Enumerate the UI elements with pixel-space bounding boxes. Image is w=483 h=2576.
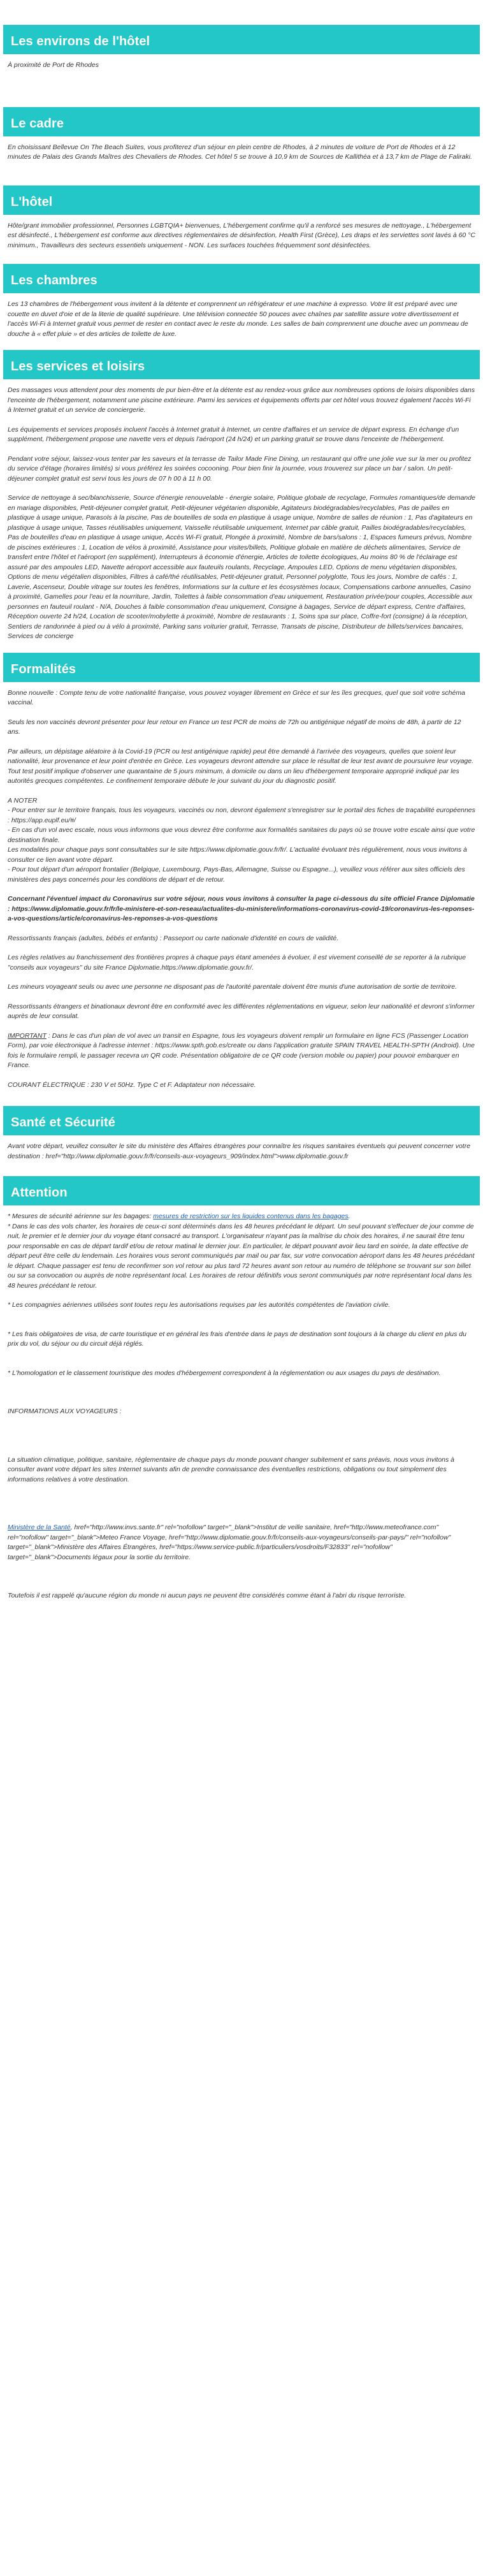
ressortissants-text: Ressortissants français (adultes, bébés et enfants) : Passeport ou carte nationale d'identité en cours de validité. bbox=[8, 934, 339, 942]
section-paragraph: Service de nettoyage à sec/blanchisserie, Source d'énergie renouvelable - énergie solaire, Politique globale de recyclage, Formules romantiques/de demande en mariage disponibles, Petit-déjeuner complet gratuit, Petit-déjeuner végétarien disponible, Agitateurs biodégradables/recyclables, Pas de pailles en plastique à usage unique, Parasols à la piscine, Pas de bouteilles de soda en plastique à usage unique, Nombre de salles de réunion : 1, Pas d'agitateurs en plastique à usage unique, Tasses réutilisables uniquement, Vaisselle réutilisable uniquement, Internet par câble gratuit, Pailles biodégradables/recyclables, Pas de bouteilles d'eau en plastique à usage unique, Accès Wi-Fi gratuit, Plongée à proximité, Nombre de bars/salons : 1, Espaces fumeurs prévus, Nombre de piscines extérieures : 1, Location de vélos à proximité, Assistance pour visites/billets, Politique globale en matière de déchets alimentaires, Service de transfert entre l'hôtel et l'aéroport (en supplément), Interrupteurs à économie d'énergie, Articles de toilette écologiques, Au moins 80 % de l'éclairage est assuré par des ampoules LED, Navette aéroport accessible aux fauteuils roulants, Recyclage, Ampoules LED, Options de menu végétarien disponibles, Options de menu végétalien disponibles, Filtres à café/thé réutilisables, Petit-déjeuner gratuit, Personnel polyglotte, Tous les jours, Nombre de cafés : 1, Laverie, Ascenseur, Double vitrage sur toutes les fenêtres, Informations sur la culture et les écosystèmes locaux, Compensations carbone annuelles, Casino à proximité, Gamelles pour l'eau et la nourriture, Jardin, Toilettes à faible consommation d'eau uniquement, Restauration privée/pour couples, Accessible aux personnes en fauteuil roulant - N/A, Douches à faible consommation d'eau uniquement, Consigne à bagages, Service de départ express, Centre d'affaires, Réception ouverte 24 h/24, Location de scooter/mobylette à proximité, Nombre de restaurants : 1, Soins spa sur place, Coffre-fort (consigne) à la réception, Sentiers de randonnée à pied ou à vélo à proximité, Parking sans voiturier gratuit, Terrasse, Transats de piscine, Distributeur de billets/services bancaires, Services de concierge bbox=[8, 494, 475, 640]
a-noter-line: A NOTER bbox=[8, 796, 38, 804]
section-header bbox=[3, 186, 480, 215]
section-title: Les chambres bbox=[11, 273, 97, 287]
regles-text: Les règles relatives au franchissement des frontières propres à chaque pays étant amenées à évoluer, il est vivement conseillé de se reporter à la rubrique "conseils aux voyageurs" du site France Diplomatie.https://www.diplomatie.gouv.fr/. bbox=[8, 954, 466, 971]
homologation-text: * L'homologation et le classement touristique des modes d'hébergement correspondent à la réglementation ou aux usages du pays de destination. bbox=[8, 1369, 441, 1377]
a-noter-line: - En cas d'un vol avec escale, nous vous informons que vous devrez être conforme aux formalités sanitaires du pays où se trouve votre escale ainsi que votre destination finale. bbox=[8, 826, 475, 844]
section-title: Formalités bbox=[11, 662, 76, 676]
section-paragraph: Des massages vous attendent pour des moments de pur bien-être et la détente est au rendez-vous grâce aux nombreuses options de loisirs disponibles dans l'enceinte de l'hébergement, notamment une piscine extérieure. Parmi les services et équipements offerts par cet hôtel vous trouvez également l'accès Wi-Fi à Internet gratuit et un service de conciergerie. bbox=[8, 386, 475, 414]
a-noter-line: Les modalités pour chaque pays sont consultables sur le site https://www.diplomatie.gouv.fr/fr/. L'actualité évoluant très régulièrement, nous vous invitons à consulter ce lien avant votre départ. bbox=[8, 846, 467, 864]
section-paragraph: Pendant votre séjour, laissez-vous tenter par les saveurs et la terrasse de Tailor Made Fine Dining, un restaurant qui offre une jolie vue sur la mer ou profitez du service d'étage (horaires limités) si vous préférez les soirées cocooning. Pour bien finir la journée, vous trouverez sur place un bar / salon. Un petit-déjeuner complet gratuit est servi tous les jours de 07 h 00 à 11 h 00. bbox=[8, 455, 472, 483]
covid-notice: Concernant l'éventuel impact du Coronavirus sur votre séjour, nous vous invitons à consulter la page ci-dessous du site officiel France Diplomatie : https://www.diplomatie.gouv.fr/fr/le-ministere-et-son-reseau/actualites-du-ministere/informations-coronavirus-covid-19/coronavirus-les-reponses-a-vos-questions/article/coronavirus-les-reponses-a-vos-questions bbox=[8, 895, 475, 922]
formalites-p3: Par ailleurs, un dépistage aléatoire à la Covid-19 (PCR ou test antigénique rapide) peut être demandé à l'arrivée des voyageurs, quelles que soient leur nationalité, leur provenance et leur point d'entrée en Grèce. Les voyageurs devront attendre sur place le résultat de leur test avant de poursuivre leur voyage. Tout test positif implique d'observer une quarantaine de 5 jours minimum, à domicile ou dans un lieu d'hébergement temporaire approprié indiqué par les autorités grecques compétentes. Le confinement temporaire débute le jour suivant du jour du diagnostic positif. bbox=[8, 747, 474, 785]
a-noter-line: - Pour tout départ d'un aéroport frontalier (Belgique, Luxembourg, Pays-Bas, Allemagne, Suisse ou Espagne...), veuillez vous référer aux sites officiels des ministères des pays concernés pour les conditions de départ et de retour. bbox=[8, 866, 465, 884]
links-rest: , href="http://www.invs.sante.fr" rel="nofollow" target="_blank">Institut de veille sanitaire, href="http://www.meteofrance.com" rel="nofollow" target="_blank">Meteo France Voyage, href="http://www.diplomatie.gouv.fr/fr/conseils-aux-voyageurs/conseils-par-pays/" rel="nofollow" target="_blank">Ministère des Affaires Étrangères, href="https://www.service-public.fr/particuliers/vosdroits/F32833" rel="nofollow" target="_blank">Documents légaux pour la sortie du territoire. bbox=[8, 1524, 451, 1561]
frais-text: * Les frais obligatoires de visa, de carte touristique et en général les frais d'entrée dans le pays de destination sont toujours à la charge du client en plus du prix du vol, du séjour ou du circuit déjà réglés. bbox=[8, 1330, 466, 1348]
ministere-sante-link[interactable]: Ministère de la Santé bbox=[8, 1524, 71, 1531]
section-chambres bbox=[0, 260, 483, 339]
etrangers-text: Ressortissants étrangers et binationaux devront être en conformité avec les différentes réglementations en vigueur, selon leur nationalité et devront s'informer auprès de leur consulat. bbox=[8, 1002, 475, 1020]
important-body: : Dans le cas d'un plan de vol avec un transit en Espagne, tous les voyageurs doivent remplir un formulaire en ligne FCS (Passenger Location Form), par voie électronique à l'adresse internet : https://www.spth.gob.es/create ou dans l'application gratuite SPAIN TRAVEL HEALTH-SPTH (Android). Une fois le formulaire rempli, le passager recevra un QR code. Présentation obligatoire de ce QR code (version mobile ou papier) pour pouvoir embarquer en France. bbox=[8, 1031, 475, 1069]
section-header bbox=[3, 25, 480, 54]
section-attention bbox=[0, 1171, 483, 1601]
liquides-link[interactable]: mesures de restriction sur les liquides contenus dans les bagages bbox=[153, 1212, 349, 1220]
formalites-p1: Bonne nouvelle : Compte tenu de votre nationalité française, vous pouvez voyager librement en Grèce et sur les îles grecques, quel que soit votre schéma vaccinal. bbox=[8, 688, 465, 706]
section-cadre bbox=[0, 80, 483, 163]
section-header bbox=[3, 107, 480, 136]
section-title: Attention bbox=[11, 1186, 68, 1200]
section-text: À proximité de Port de Rhodes bbox=[8, 61, 99, 69]
important-label: IMPORTANT bbox=[8, 1031, 47, 1040]
section-text: Avant votre départ, veuillez consulter le site du ministère des Affaires étrangères pour connaître les risques sanitaires éventuels qui peuvent concerner votre destination : href="http://www.diplomatie.gouv.fr/fr/conseils-aux-voyageurs_909/index.html">www.diplomatie.gouv.fr bbox=[8, 1142, 471, 1160]
a-noter-block bbox=[8, 796, 475, 885]
section-text: Les 13 chambres de l'hébergement vous invitent à la détente et comprennent un réfrigérateur et une machine à expresso. Votre lit est préparé avec une couette en duvet d'oie et de la literie de qualité supérieure. Une télévision connectée 50 pouces avec chaînes par satellite assure votre divertissement et l'accès Wi-Fi à Internet gratuit vous permet de rester en contact avec le reste du monde. Les salles de bain comprennent une douche avec un pommeau de douche à « effet pluie » et des articles de toilette de luxe. bbox=[8, 300, 468, 338]
section-title: L'hôtel bbox=[11, 194, 53, 209]
compagnies-text: * Les compagnies aériennes utilisées sont toutes reçu les autorisations requises par les autorités compétentes de l'aviation civile. bbox=[8, 1301, 391, 1309]
section-hotel bbox=[0, 172, 483, 251]
mineurs-text: Les mineurs voyageant seuls ou avec une personne ne disposant pas de l'autorité parentale doivent être munis d'une autorisation de sortie de territoire. bbox=[8, 983, 458, 991]
section-environs bbox=[0, 0, 483, 71]
courant-text: COURANT ÉLECTRIQUE : 230 V et 50Hz. Type C et F. Adaptateur non nécessaire. bbox=[8, 1081, 256, 1089]
section-header bbox=[3, 264, 480, 293]
formalites-p2: Seuls les non vaccinés devront présenter pour leur retour en France un test PCR de moins de 72h ou antigénique négatif de moins de 48h, à partir de 12 ans. bbox=[8, 718, 461, 736]
section-sante bbox=[0, 1100, 483, 1161]
section-paragraph: Les équipements et services proposés incluent l'accès à Internet gratuit à Internet, un centre d'affaires et un service de départ express. En échange d'un supplément, l'hébergement propose une navette vers et depuis l'aéroport (24 h/24) et un parking gratuit se trouve dans l'enceinte de l'hébergement. bbox=[8, 425, 459, 443]
section-header bbox=[3, 1106, 480, 1135]
charter-text: * Dans le cas des vols charter, les horaires de ceux-ci sont déterminés dans les 48 heures précédant le départ. Un seul pouvant s'effectuer de jour comme de nuit, le premier et le dernier jour du voyage étant consacré au transport. L'organisateur n'ayant pas la maîtrise du choix des horaires, il ne saurait être tenu pour responsable en cas de départ tardif et/ou de retour matinal le dernier jour. En particulier, le départ pouvant avoir lieu tard en soirée, la date effective de départ peut être celle du lendemain. Les horaires vous seront communiqués par mail ou par fax, sur votre convocation aéroport dans les 48 heures précédant le départ. Chaque passager est tenu de reconfirmer son vol retour au plus tard 72 heures avant son retour au numéro de téléphone se trouvant sur son billet ou sur sa convocation ou auprès de notre représentant local. Les horaires de retour définitifs vous seront communiqués par notre représentant local dans les 48 heures précédant le retour. bbox=[8, 1222, 475, 1290]
situation-text: La situation climatique, politique, sanitaire, réglementaire de chaque pays du monde pouvant changer subitement et sans préavis, nous vous invitons à consulter avant votre départ les sites Internet suivants afin de prendre connaissance des éventuelles restrictions, obligations ou tout simplement des informations relatives à votre destination. bbox=[8, 1455, 455, 1483]
section-title: Les environs de l'hôtel bbox=[11, 34, 150, 48]
a-noter-line: - Pour entrer sur le territoire français, tous les voyageurs, vaccinés ou non, devront également s'enregistrer sur le portail des fiches de traçabilité européennes : https://app.euplf.eu/#/ bbox=[8, 806, 475, 824]
section-services bbox=[0, 349, 483, 642]
section-title: Les services et loisirs bbox=[11, 360, 145, 374]
section-title: Le cadre bbox=[11, 116, 64, 131]
section-header bbox=[3, 653, 480, 682]
section-text: Hôte/grant immobilier professionnel, Personnes LGBTQIA+ bienvenues, L'hébergement confirme qu'il a renforcé ses mesures de nettoyage., L'hébergement est désinfecté., L'hébergement est conforme aux directives réglementaires de désinfection, Health First (Grèce), Les draps et les serviettes sont lavés à 60 °C minimum., Travailleurs des secteurs essentiels uniquement - NON. Les surfaces touchées fréquemment sont désinfectées. bbox=[8, 221, 475, 249]
section-header bbox=[3, 1176, 480, 1205]
bagages-post: . bbox=[348, 1212, 350, 1220]
section-text: En choisissant Bellevue On The Beach Suites, vous profiterez d'un séjour en plein centre de Rhodes, à 2 minutes de voiture de Port de Rhodes et à 12 minutes de Palais des Grands Maîtres des Chevaliers de Rhodes. Cet hôtel 5 se trouve à 10,9 km de Sources de Kallithéa et à 13,7 km de Plage de Faliraki. bbox=[8, 143, 472, 161]
important-text bbox=[8, 1031, 475, 1071]
section-header bbox=[3, 350, 480, 379]
terrorisme-text: Toutefois il est rappelé qu'aucune région du monde ni aucun pays ne peuvent être considérés comme étant à l'abri du risque terroriste. bbox=[8, 1592, 407, 1599]
section-title: Santé et Sécurité bbox=[11, 1116, 115, 1130]
links-text bbox=[8, 1523, 475, 1562]
bagages-pre: * Mesures de sécurité aérienne sur les bagages: bbox=[8, 1212, 154, 1220]
bagages-text bbox=[8, 1212, 475, 1222]
info-voyageurs-label: INFORMATIONS AUX VOYAGEURS : bbox=[8, 1408, 122, 1415]
section-formalites bbox=[0, 651, 483, 1091]
